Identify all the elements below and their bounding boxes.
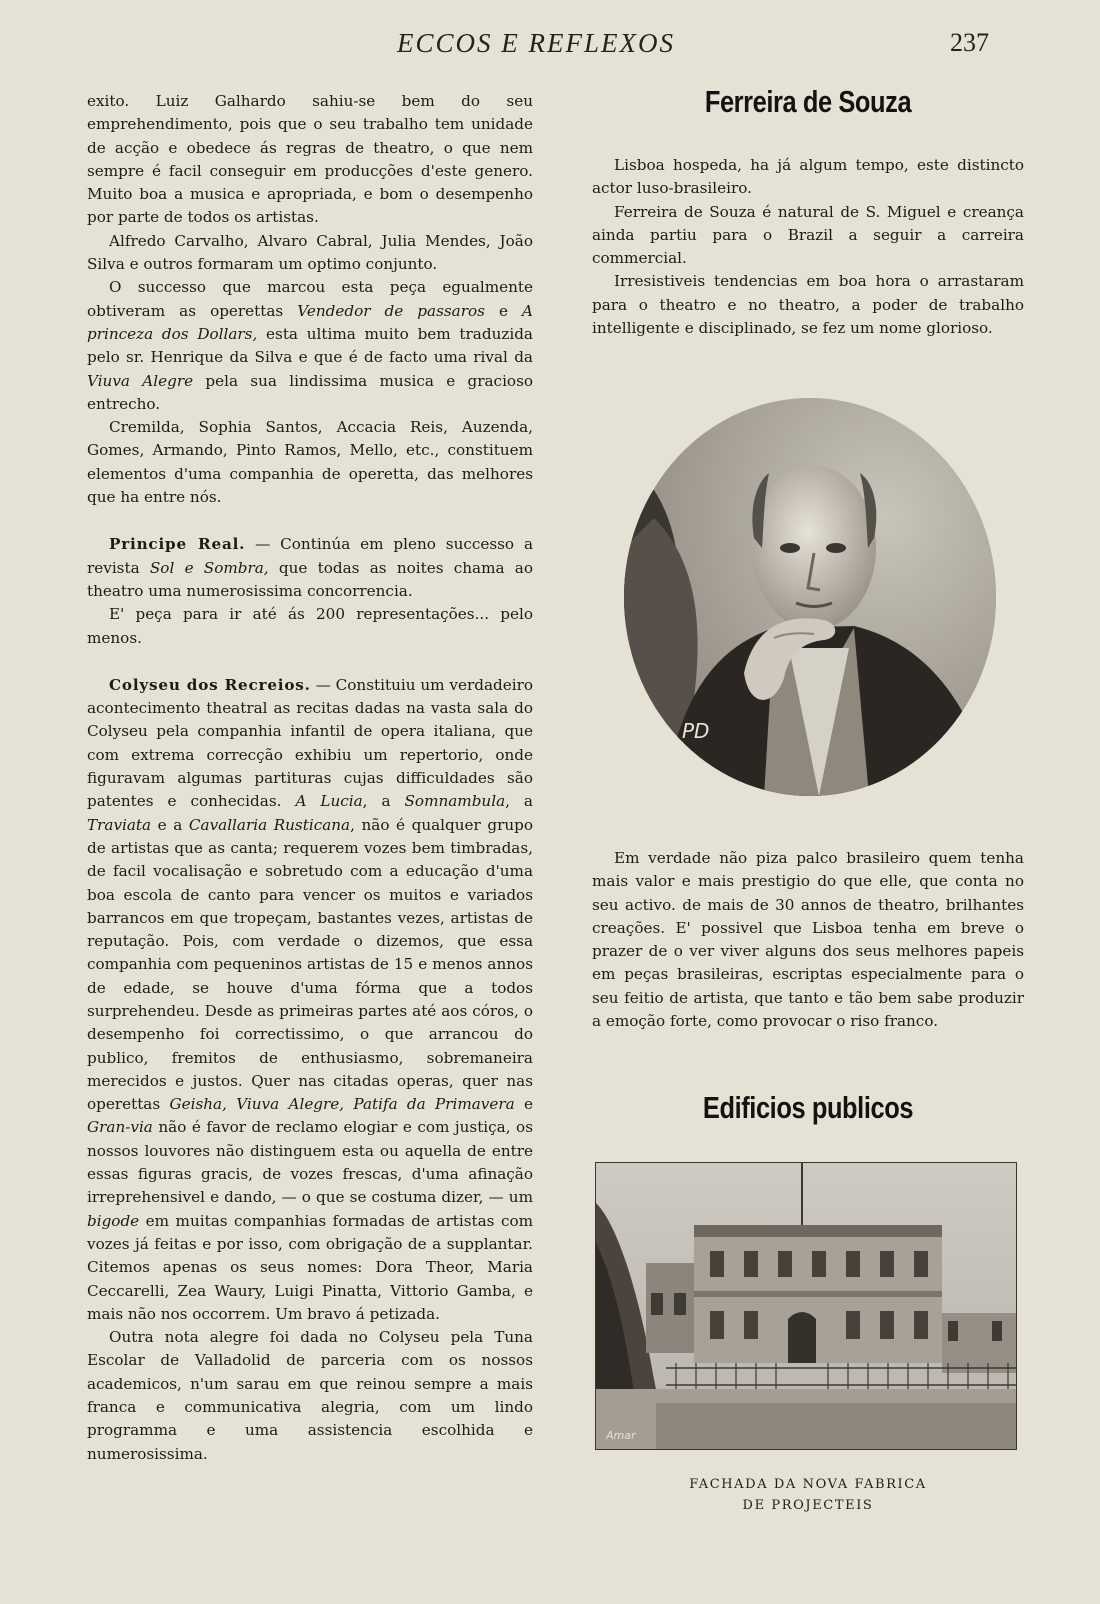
section-heading-principe-real: Principe Real. <box>109 535 246 554</box>
article-title-edificios: Edificios publicos <box>702 1090 914 1125</box>
portrait-photo <box>624 398 996 796</box>
caption-line-2: DE PROJECTEIS <box>742 1498 874 1513</box>
page-number: 237 <box>950 28 989 57</box>
article-title-ferreira: Ferreira de Souza <box>704 84 912 119</box>
running-head <box>0 26 1100 66</box>
paragraph-galhardo: exito. Luiz Galhardo sahiu-se bem do seu emprehendimento, pois que o seu trabalho tem unidade de acção e obedece ás regras de theatro, o que nem sempre é facil conseguir em producções d'este genero. Muito boa a musica e apropriada, e bom o desempenho por parte de todos os artistas. <box>87 92 533 227</box>
paragraph-cast: Alfredo Carvalho, Alvaro Cabral, Julia Mendes, João Silva e outros formaram um optimo conjunto. <box>87 231 533 274</box>
paragraph-em-verdade: Em verdade não piza palco brasileiro quem tenha mais valor e mais prestigio do que elle, que conta no seu activo. de mais de 30 annos de theatro, brilhantes creações. E' possivel que Lisboa tenha em breve o prazer de o ver viver alguns dos seus melhores papeis em peças brasileiras, escriptas especialmente para o seu feitio de artista, que tanto e tão bem sabe produzir a emoção forte, como provocar o riso franco. <box>592 849 1024 1031</box>
left-column <box>87 90 533 1466</box>
section-heading-colyseu: Colyseu dos Recreios. <box>109 675 311 694</box>
paragraph-tuna: Outra nota alegre foi dada no Colyseu pela Tuna Escolar de Valladolid de parceria com os nossos academicos, n'um sarau em que reinou sempre a mais franca e communicativa alegria, com um lindo programma e uma assistencia escolhida e numerosissima. <box>87 1328 533 1463</box>
paragraph-operettas: O successo que marcou esta peça egualmente obtiveram as operettas Vendedor de passaros e A princeza dos Dollars, esta ultima muito bem traduzida pelo sr. Henrique da Silva e que é de facto uma rival da Viuva Alegre pela sua lindissima musica e gracioso entrecho. <box>87 278 534 413</box>
photo-caption <box>592 1474 1024 1516</box>
paragraph-company: Cremilda, Sophia Santos, Accacia Reis, Auzenda, Gomes, Armando, Pinto Ramos, Mello, etc., constituem elementos d'uma companhia de operetta, das melhores que ha entre nós. <box>87 418 533 507</box>
factory-photo <box>595 1162 1017 1450</box>
section-principe-real: Principe Real. — Continúa em pleno successo a revista Sol e Sombra, que todas as noites chama ao theatro uma numerosissima concorrencia. <box>87 535 534 600</box>
paragraph-representacoes: E' peça para ir até ás 200 representações... pelo menos. <box>87 605 533 647</box>
photo-signature: Amar <box>606 1429 636 1442</box>
section-colyseu: Colyseu dos Recreios. — Constituiu um verdadeiro acontecimento theatral as recitas dadas na vasta sala do Colyseu pela companhia infantil de opera italiana, que com extrema correcção exhibiu um repertorio, onde figuravam algumas partituras cujas difficuldades são patentes e conhecidas. A Lucia, a Somnambula, a Traviata e a Cavallaria Rusticana, não é qualquer grupo de artistas que as canta; requerem vozes bem timbradas, de facil vocalisação e sobretudo com a educação d'uma boa escola de canto para vencer os muitos e variados barrancos em que tropeçam, bastantes vezes, artistas de reputação. Pois, com verdade o dizemos, que essa companhia com pequeninos artistas de 15 e menos annos de edade, se houve d'uma fórma que a todos surprehendeu. Desde as primeiras partes até aos córos, o desempenho foi correctissimo, o que arrancou do publico, fremitos de enthusiasmo, sobremaneira merecidos e justos. Quer nas citadas operas, quer nas operettas Geisha, Viuva Alegre, Patifa da Primavera e Gran-via não é favor de reclamo elogiar e com justiça, os nossos louvores não distinguem esta ou aquella de entre essas figuras gracis, de vozes frescas, d'uma afinação irreprehensivel e dando, — o que se costuma dizer, — um bigode em muitas companhias formadas de artistas com vozes já feitas e por isso, com obrigação de a supplantar. Citemos apenas os seus nomes: Dora Theor, Maria Ceccarelli, Zea Waury, Luigi Pinatta, Vittorio Gamba, e mais não nos occorrem. Um bravo á petizada. <box>87 675 533 1323</box>
paragraph-natural: Ferreira de Souza é natural de S. Miguel e creança ainda partiu para o Brazil a seguir a carreira commercial. <box>592 202 1024 268</box>
caption-line-1: FACHADA DA NOVA FABRICA <box>689 1477 927 1492</box>
paragraph-lisboa: Lisboa hospeda, ha já algum tempo, este distincto actor luso-brasileiro. <box>592 156 1024 198</box>
ferreira-conclusion <box>592 847 1024 1033</box>
running-title: ECCOS E REFLEXOS <box>397 28 675 58</box>
paragraph-tendencias: Irresistiveis tendencias em boa hora o arrastaram para o theatro e no theatro, a poder de trabalho intelligente e disciplinado, se fez um nome glorioso. <box>592 272 1024 338</box>
ferreira-intro <box>592 154 1024 340</box>
portrait-monogram: PD <box>682 719 710 743</box>
